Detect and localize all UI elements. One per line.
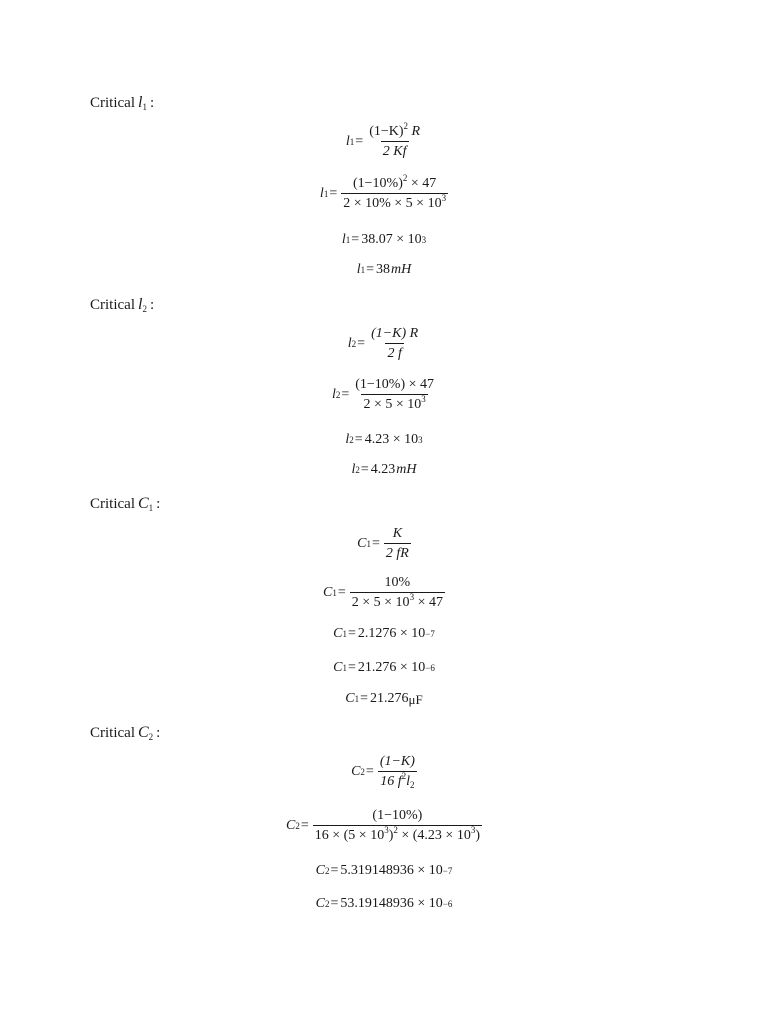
math-token: 38.07 × 10 <box>361 232 422 247</box>
equation-body: l 2 = 4.23 × 10 3 <box>345 432 423 447</box>
equation-l1-substituted <box>0 173 768 211</box>
section-heading-l1 <box>90 94 154 112</box>
equation-c1-formula <box>0 527 768 561</box>
equation-body: l 1 = $\frac{(1-K)^2 R}{2 Kf}$ <box>345 121 421 159</box>
denominator <box>350 592 445 610</box>
equation-c2-value-micro <box>0 897 768 911</box>
math-token: 2 <box>410 780 415 790</box>
section-heading-c2 <box>90 724 160 742</box>
math-token: C <box>345 691 355 706</box>
math-token: mH <box>391 262 412 277</box>
equals-sign: = <box>355 134 364 149</box>
math-token: K <box>392 526 403 541</box>
math-token: l <box>341 232 346 247</box>
math-token: C <box>333 626 343 641</box>
math-token: 16 f <box>380 774 402 789</box>
heading-colon: : <box>156 725 161 741</box>
math-token: ) <box>388 828 394 843</box>
equation-l1-value <box>0 233 768 247</box>
equation-l2-result <box>0 463 768 477</box>
equation-body: C 1 = 21.276 × 10 −6 <box>333 660 435 675</box>
equals-sign: = <box>330 896 339 911</box>
math-token: l <box>406 774 410 789</box>
heading-word: Critical <box>90 496 135 512</box>
math-token: 3 <box>441 193 447 203</box>
equals-sign: = <box>341 387 350 402</box>
math-token: 3 <box>409 592 415 602</box>
fraction <box>384 527 411 561</box>
math-token: × (4.23 × 10 <box>397 828 471 843</box>
equals-sign: = <box>360 462 369 477</box>
heading-word: Critical <box>90 725 135 741</box>
math-token: μF <box>408 691 423 707</box>
math-token: (1−K) R <box>371 326 419 341</box>
fraction <box>341 173 448 211</box>
math-token: 4.23 <box>370 462 396 477</box>
math-token: 2 fR <box>384 543 411 561</box>
math-token: 2 × 5 × 10 <box>351 595 410 610</box>
math-token: 53.19148936 × 10 <box>340 896 443 911</box>
numerator <box>367 121 422 141</box>
equation-c2-value <box>0 864 768 878</box>
denominator <box>341 193 448 211</box>
heading-sub: 1 <box>142 102 147 112</box>
heading-colon: : <box>149 297 155 313</box>
heading-colon: : <box>156 496 161 512</box>
math-token: l <box>345 432 350 447</box>
math-token: 16 × (5 × 10 <box>314 828 385 843</box>
fraction <box>313 809 482 843</box>
heading-sub: 2 <box>142 304 147 314</box>
heading-sub: 2 <box>148 732 154 742</box>
equation-body: C 2 = 53.19148936 × 10 −6 <box>315 896 453 911</box>
fraction <box>350 576 445 610</box>
heading-var: l <box>138 296 143 313</box>
math-token: (1−10%) × 47 <box>355 377 435 392</box>
equation-l2-substituted <box>0 378 768 412</box>
math-token: (1−K) <box>369 124 404 139</box>
math-token: C <box>333 660 343 675</box>
equation-body: C 1 = $\frac{10\%}{2 \times 5 \times 10^3 \times 47}$ <box>323 575 443 610</box>
math-token: mH <box>396 462 417 477</box>
equation-l2-value <box>0 433 768 447</box>
equation-c1-value-micro <box>0 661 768 675</box>
equation-c1-result <box>0 692 768 706</box>
math-token: 3 <box>421 394 426 404</box>
math-token: 21.276 <box>370 691 409 706</box>
math-token: ) <box>475 828 480 843</box>
math-token: 3 <box>384 825 389 835</box>
heading-var: C <box>138 495 149 512</box>
math-token: 2 × 10% × 5 × 10 <box>343 196 442 211</box>
fraction <box>367 121 422 159</box>
equation-body: C 2 = 5.319148936 × 10 −7 <box>315 863 453 878</box>
math-token: l <box>331 387 336 402</box>
math-token: 10% <box>384 575 411 590</box>
equals-sign: = <box>347 626 356 641</box>
math-token: C <box>351 764 361 779</box>
heading-word: Critical <box>90 297 135 313</box>
math-token: l <box>347 336 352 351</box>
equation-body: l 2 = 4.23 mH <box>351 462 417 477</box>
fraction <box>378 755 417 789</box>
math-token: 5.319148936 × 10 <box>340 863 443 878</box>
math-token: 2 <box>403 121 409 131</box>
equation-c2-substituted <box>0 809 768 843</box>
equation-body: l 2 = $\frac{(1-10\%) \times 47}{2 \times 5 \times 10^3}$ <box>331 377 435 412</box>
math-token: C <box>315 896 325 911</box>
equals-sign: = <box>329 186 338 201</box>
equals-sign: = <box>365 764 374 779</box>
equals-sign: = <box>347 660 356 675</box>
math-token: l <box>319 186 324 201</box>
math-token: l <box>345 134 350 149</box>
math-token: C <box>286 818 296 833</box>
math-token: 4.23 × 10 <box>364 432 419 447</box>
equation-body: C 2 = $\frac{(1-10\%)}{16 \times (5 \times 10^3)^2 \times (4.23 \times 10^3)}$ <box>286 808 480 843</box>
equals-sign: = <box>366 262 375 277</box>
equation-body: l 1 = $\frac{(1-10\%)^2 \times 47}{2 \times 10\% \times 5 \times 10^3}$ <box>319 173 447 211</box>
equals-sign: = <box>354 432 363 447</box>
math-token: l <box>356 262 361 277</box>
math-token: 21.276 × 10 <box>357 660 426 675</box>
numerator <box>351 173 438 193</box>
equals-sign: = <box>337 585 346 600</box>
equation-body: l 1 = 38.07 × 10 3 <box>341 232 427 247</box>
equation-c2-formula <box>0 755 768 789</box>
section-heading-c1 <box>90 495 160 513</box>
math-token: (1−10%) <box>372 808 423 823</box>
math-token: 2 f <box>385 343 403 361</box>
math-token: C <box>357 536 367 551</box>
section-heading-l2 <box>90 296 154 314</box>
equation-body: C 1 = 2.1276 × 10 −7 <box>333 626 435 641</box>
heading-sub: 1 <box>148 503 154 513</box>
fraction <box>369 327 420 361</box>
math-token: C <box>323 585 333 600</box>
equals-sign: = <box>330 863 339 878</box>
math-token: 2 <box>402 173 408 183</box>
math-token: 2 <box>393 825 398 835</box>
equals-sign: = <box>360 691 369 706</box>
equation-body: C 2 = $\frac{(1-K)}{16 f^2l_2}$ <box>351 754 415 790</box>
math-token: 3 <box>470 825 476 835</box>
equation-c1-substituted <box>0 576 768 610</box>
equals-sign: = <box>357 336 366 351</box>
math-token: (1−K) <box>379 754 415 769</box>
math-token: C <box>315 863 325 878</box>
equation-l1-result <box>0 263 768 277</box>
equals-sign: = <box>300 818 309 833</box>
equation-body: C 1 = 21.276 μF <box>345 691 423 707</box>
fraction <box>353 378 436 412</box>
equation-body: C 1 = $\frac{K}{2 fR}$ <box>357 526 409 561</box>
equation-c1-value <box>0 627 768 641</box>
denominator <box>313 825 482 843</box>
equals-sign: = <box>371 536 380 551</box>
equation-l2-formula <box>0 327 768 361</box>
denominator <box>378 771 416 789</box>
math-token: × 47 <box>407 176 437 191</box>
heading-word: Critical <box>90 95 135 111</box>
math-token: 2.1276 × 10 <box>357 626 426 641</box>
equation-l1-formula <box>0 121 768 159</box>
heading-var: l <box>138 94 143 111</box>
heading-colon: : <box>149 95 155 111</box>
math-token: l <box>351 462 356 477</box>
math-token: 2 × 5 × 10 <box>363 397 422 412</box>
math-token: 2 <box>401 771 407 781</box>
math-token: 2 Kf <box>381 141 409 159</box>
math-token: 38 <box>376 262 391 277</box>
equals-sign: = <box>351 232 360 247</box>
denominator <box>361 394 427 412</box>
heading-var: C <box>138 724 149 741</box>
math-token: × 47 <box>414 595 443 610</box>
equation-body: l 2 = $\frac{(1-K) R}{2 f}$ <box>347 326 419 361</box>
math-token: (1−10%) <box>353 176 403 191</box>
equation-body: l 1 = 38 mH <box>356 262 412 277</box>
math-token: R <box>408 124 421 139</box>
